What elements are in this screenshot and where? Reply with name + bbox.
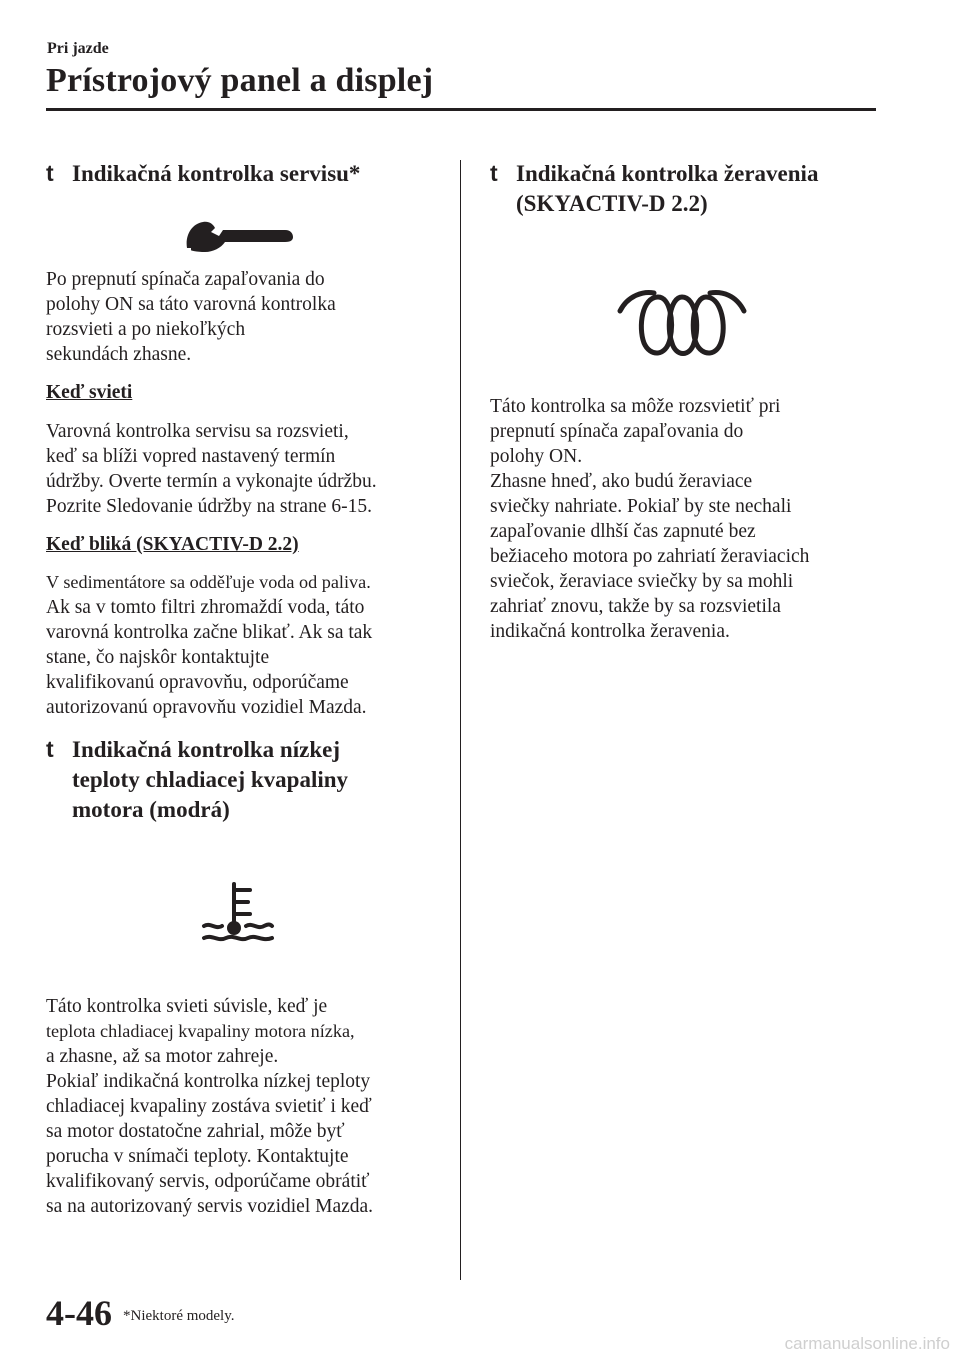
service-heading [46, 158, 446, 189]
coolant-text-2: teplota chladiacej kvapaliny motora nízka, [46, 1021, 355, 1041]
page-number: 4-46 [46, 1293, 112, 1333]
watermark: carmanualsonline.info [784, 1334, 950, 1353]
bullet: t [46, 736, 54, 762]
coolant-heading-line2: teploty chladiacej kvapaliny [72, 767, 349, 792]
title-rule [46, 108, 876, 111]
coolant-text-3: a zhasne, až sa motor zahreje. Pokiaľ indikačná kontrolka nízkej teploty chladiacej kvapaliny zostáva svietiť i keď sa motor dostatočne zahrial, môže byť porucha v snímači teploty. Kontaktujte kvalifikovaný servis, odporúčame obrátiť sa na autorizovaný servis vozidiel Mazda. [46, 1046, 374, 1217]
glow-heading-line2: (SKYACTIV-D 2.2) [516, 191, 708, 216]
coolant-heading-line1: Indikačná kontrolka nízkej [72, 737, 340, 762]
service-blink-text-1: V sedimentátore sa odděľuje voda od paliva. [46, 572, 371, 592]
service-intro: Po prepnutí spínača zapaľovania do polohy ON sa táto varovná kontrolka rozsvieti a po niekoľkých sekundách zhasne. [46, 269, 336, 365]
coolant-heading-line3: motora (modrá) [72, 797, 230, 822]
glow-plug-icon [614, 283, 750, 363]
footnote: *Niektoré modely. [123, 1308, 235, 1324]
bullet: t [46, 160, 54, 186]
glow-heading-line1: Indikačná kontrolka žeravenia [516, 161, 819, 186]
service-blink-text-2: Ak sa v tomto filtri zhromaždí voda, táto varovná kontrolka začne blikať. Ak sa tak stane, čo najskôr kontaktujte kvalifikovanú opravovňu, odporúčame autorizovanú opravovňu vozidiel Mazda. [46, 597, 373, 718]
service-heading-text: Indikačná kontrolka servisu* [72, 161, 361, 186]
coolant-temperature-icon [200, 880, 276, 946]
service-lit-text: Varovná kontrolka servisu sa rozsvieti, keď sa blíži vopred nastavený termín údržby. Overte termín a vykonajte údržbu. Pozrite Sledovanie údržby na strane 6-15. [46, 421, 377, 517]
coolant-heading [46, 734, 446, 825]
column-divider [460, 160, 461, 1280]
bullet: t [490, 160, 498, 186]
section-label: Pri jazde [47, 40, 109, 57]
glow-text: Táto kontrolka sa môže rozsvietiť pri prepnutí spínača zapaľovania do polohy ON. Zhasne hneď, ako budú žeraviace sviečky nahriate. Pokiaľ by ste nechali zapaľovanie dlhší čas zapnuté bez bežiaceho motora po zahriatí žeraviacich sviečok, žeraviace sviečky by sa mohli zahriať znovu, takže by sa rozsvietila indikačná kontrolka žeravenia. [490, 396, 810, 642]
coolant-text-1: Táto kontrolka svieti súvisle, keď je [46, 996, 328, 1017]
glow-heading [490, 158, 890, 219]
wrench-icon [185, 210, 295, 254]
subheading-lit: Keď svieti [46, 382, 133, 403]
subheading-blinking: Keď bliká (SKYACTIV-D 2.2) [46, 534, 299, 555]
page-title: Prístrojový panel a displej [46, 62, 434, 99]
